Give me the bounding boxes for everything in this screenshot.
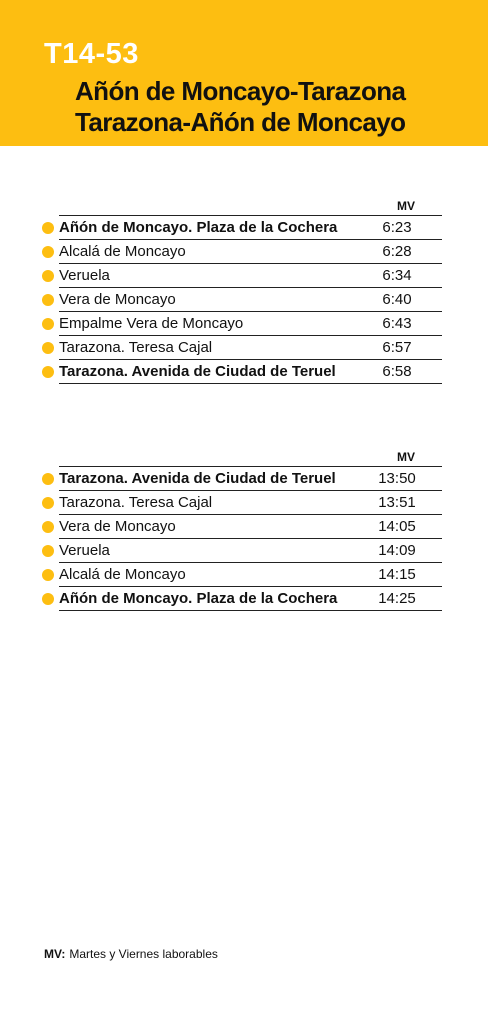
table-row — [40, 288, 442, 312]
footnote — [44, 947, 218, 961]
departure-time: 6:40 — [382, 291, 412, 308]
departure-time: 6:43 — [382, 315, 412, 332]
header-banner — [0, 0, 488, 146]
stop-name: Vera de Moncayo — [59, 291, 176, 308]
row-divider — [59, 383, 442, 384]
table-row — [40, 587, 442, 611]
route-code: T14-53 — [44, 38, 139, 70]
table-row — [40, 312, 442, 336]
stop-name: Alcalá de Moncayo — [59, 566, 186, 583]
stop-dot-icon — [42, 569, 54, 581]
departure-time: 6:57 — [382, 339, 412, 356]
stop-dot-icon — [42, 366, 54, 378]
stop-dot-icon — [42, 545, 54, 557]
departure-time: 6:34 — [382, 267, 412, 284]
footnote-abbr: MV: — [44, 947, 66, 961]
stop-name: Alcalá de Moncayo — [59, 243, 186, 260]
departure-time: 6:28 — [382, 243, 412, 260]
table-row — [40, 240, 442, 264]
timetable-return — [40, 447, 442, 611]
route-title-outbound: Añón de Moncayo-Tarazona — [75, 76, 406, 106]
departure-time: 14:09 — [378, 542, 416, 559]
stop-dot-icon — [42, 318, 54, 330]
table-row — [40, 264, 442, 288]
table-row — [40, 360, 442, 384]
stop-dot-icon — [42, 497, 54, 509]
departure-time: 14:15 — [378, 566, 416, 583]
departure-time: 13:51 — [378, 494, 416, 511]
departure-time: 6:23 — [382, 219, 412, 236]
stop-name: Tarazona. Avenida de Ciudad de Teruel — [59, 470, 336, 487]
stop-name: Empalme Vera de Moncayo — [59, 315, 244, 332]
column-header-label: MV — [397, 450, 415, 464]
stop-name: Veruela — [59, 542, 110, 559]
table-row — [40, 539, 442, 563]
departure-time: 14:25 — [378, 590, 416, 607]
column-header-label: MV — [397, 199, 415, 213]
stop-name: Vera de Moncayo — [59, 518, 176, 535]
stop-name: Añón de Moncayo. Plaza de la Cochera — [59, 590, 338, 607]
stop-dot-icon — [42, 270, 54, 282]
departure-time: 14:05 — [378, 518, 416, 535]
stop-dot-icon — [42, 342, 54, 354]
column-header — [40, 447, 442, 466]
column-header — [40, 196, 442, 215]
stop-name: Tarazona. Teresa Cajal — [59, 339, 213, 356]
table-row — [40, 563, 442, 587]
stop-name: Veruela — [59, 267, 110, 284]
stop-dot-icon — [42, 246, 54, 258]
stop-dot-icon — [42, 473, 54, 485]
stop-name: Tarazona. Teresa Cajal — [59, 494, 213, 511]
stop-name: Tarazona. Avenida de Ciudad de Teruel — [59, 363, 336, 380]
table-row — [40, 491, 442, 515]
stop-name: Añón de Moncayo. Plaza de la Cochera — [59, 219, 338, 236]
stop-dot-icon — [42, 294, 54, 306]
departure-time: 13:50 — [378, 470, 416, 487]
table-row — [40, 216, 442, 240]
stop-dot-icon — [42, 593, 54, 605]
table-row — [40, 336, 442, 360]
footnote-text: Martes y Viernes laborables — [69, 947, 218, 961]
route-title-return: Tarazona-Añón de Moncayo — [75, 107, 406, 137]
stop-dot-icon — [42, 222, 54, 234]
stop-dot-icon — [42, 521, 54, 533]
timetable-outbound — [40, 196, 442, 384]
table-row — [40, 515, 442, 539]
table-row — [40, 467, 442, 491]
departure-time: 6:58 — [382, 363, 412, 380]
row-divider — [59, 610, 442, 611]
